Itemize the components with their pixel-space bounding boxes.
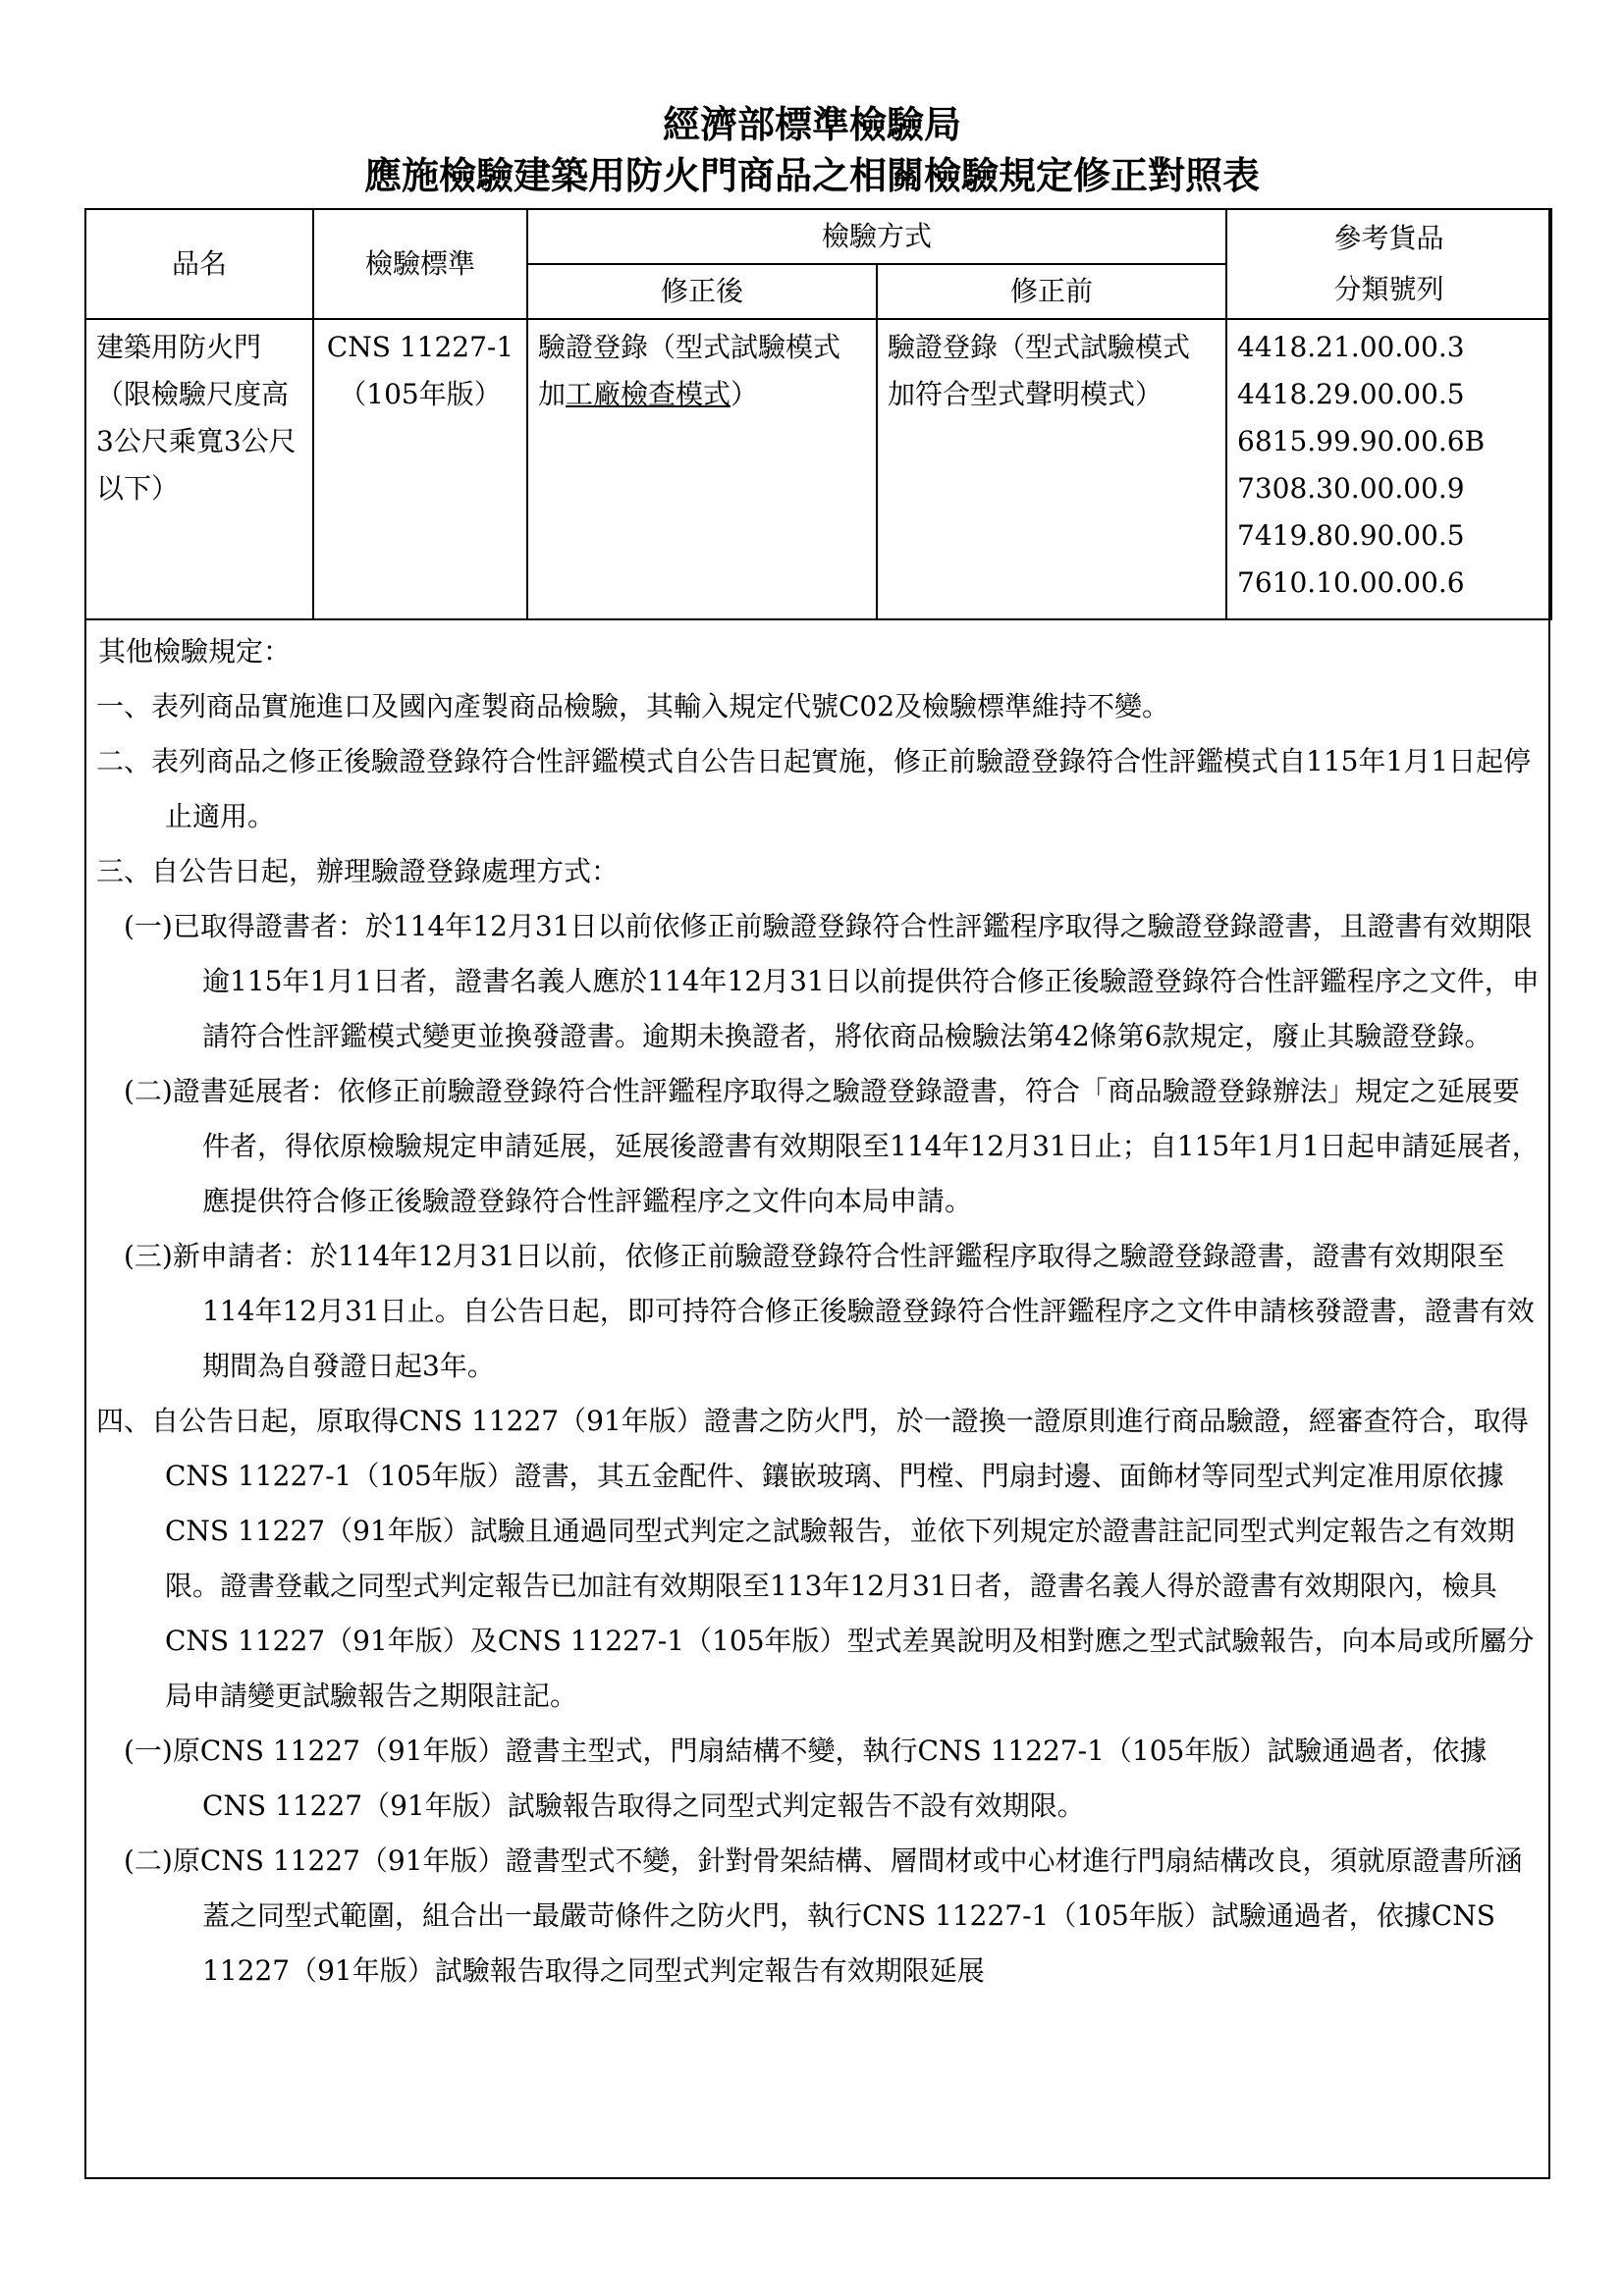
header-after: 修正後 — [527, 264, 877, 319]
method-after-underlined: 工廠檢查模式 — [566, 378, 731, 410]
cell-product-name: 建築用防火門（限檢驗尺度高3公尺乘寬3公尺以下） — [85, 319, 313, 619]
header-hs-line1: 參考貨品 — [1333, 222, 1444, 254]
regulation-table — [84, 208, 1552, 620]
rule-3-3: (三)新申請者：於114年12月31日以前，依修正前驗證登錄符合性評鑑程序取得之驗證登錄證書，證書有效期限至114年12月31日止。自公告日起，即可持符合修正後驗證登錄符合性評鑑程序之文件申請核發證書，證書有效期間為自發證日起3年。 — [124, 1240, 1535, 1382]
rule-4-1: (一)原CNS 11227（91年版）證書主型式，門扇結構不變，執行CNS 11227-1（105年版）試驗通過者，依據CNS 11227（91年版）試驗報告取得之同型式判定報告不設有效期限。 — [124, 1735, 1488, 1822]
rule-3-2: (二)證書延展者：依修正前驗證登錄符合性評鑑程序取得之驗證登錄證書，符合「商品驗證登錄辦法」規定之延展要件者，得依原檢驗規定申請延展，延展後證書有效期限至114年12月31日止；自115年1月1日起申請延展者，應提供符合修正後驗證登錄符合性評鑑程序之文件向本局申請。 — [124, 1075, 1540, 1217]
hs-code: 4418.21.00.00.3 — [1237, 331, 1465, 363]
rules-heading: 其他檢驗規定： — [98, 635, 292, 667]
hs-code: 7419.80.90.00.5 — [1237, 519, 1465, 552]
header-method: 檢驗方式 — [527, 209, 1226, 264]
header-before: 修正前 — [877, 264, 1226, 319]
hs-code: 7308.30.00.00.9 — [1237, 472, 1465, 505]
rule-4: 四、自公告日起，原取得CNS 11227（91年版）證書之防火門，於一證換一證原則進行商品驗證，經審查符合，取得CNS 11227-1（105年版）證書，其五金配件、鑲嵌玻璃、門樘、門扇封邊、面飾材等同型式判定准用原依據CNS 11227（91年版）試驗且通過同型式判定之試驗報告，並依下列規定於證書註記同型式判定報告之有效期限。證書登載之同型式判定報告已加註有效期限至113年12月31日者，證書名義人得於證書有效期限內，檢具CNS 11227（91年版）及CNS 11227-1（105年版）型式差異說明及相對應之型式試驗報告，向本局或所屬分局申請變更試驗報告之期限註記。 — [96, 1405, 1535, 1712]
rule-2: 二、表列商品之修正後驗證登錄符合性評鑑模式自公告日起實施，修正前驗證登錄符合性評鑑模式自115年1月1日起停止適用。 — [96, 745, 1532, 832]
header-standard: 檢驗標準 — [313, 209, 527, 319]
table-row — [85, 319, 1551, 619]
hs-code: 4418.29.00.00.5 — [1237, 378, 1465, 410]
cell-method-after — [527, 319, 877, 619]
rule-1: 一、表列商品實施進口及國內產製商品檢驗，其輸入規定代號C02及檢驗標準維持不變。 — [96, 690, 1170, 722]
document-title: 經濟部標準檢驗局 — [662, 102, 961, 146]
rule-3-1: (一)已取得證書者：於114年12月31日以前依修正前驗證登錄符合性評鑑程序取得之驗證登錄證書，且證書有效期限逾115年1月1日者，證書名義人應於114年12月31日以前提供符合修正後驗證登錄符合性評鑑程序之文件，申請符合性評鑑模式變更並換發證書。逾期未換證者，將依商品檢驗法第42條第6款規定，廢止其驗證登錄。 — [124, 910, 1540, 1052]
cell-standard: CNS 11227-1（105年版） — [313, 319, 527, 619]
other-rules-section — [94, 624, 1540, 1999]
header-hs-code — [1226, 209, 1551, 319]
cell-method-before: 驗證登錄（型式試驗模式加符合型式聲明模式） — [877, 319, 1226, 619]
header-hs-line2: 分類號列 — [1333, 273, 1444, 305]
rule-4-2: (二)原CNS 11227（91年版）證書型式不變，針對骨架結構、層間材或中心材進行門扇結構改良，須就原證書所涵蓋之同型式範圍，組合出一最嚴苛條件之防火門，執行CNS 11227-1（105年版）試驗通過者，依據CNS 11227（91年版）試驗報告取得之同型式判定報告有效期限延展 — [124, 1844, 1523, 1987]
header-name: 品名 — [85, 209, 313, 319]
hs-code: 7610.10.00.00.6 — [1237, 566, 1465, 599]
document-subtitle: 應施檢驗建築用防火門商品之相關檢驗規定修正對照表 — [363, 153, 1260, 197]
rule-3: 三、自公告日起，辦理驗證登錄處理方式： — [96, 855, 620, 887]
method-after-suffix: ） — [731, 378, 759, 410]
hs-code: 6815.99.90.00.6B — [1237, 425, 1486, 457]
method-after-prefix: 驗證登錄（型式試驗模式加 — [538, 331, 841, 410]
cell-hs-codes — [1226, 319, 1551, 619]
table-header-row — [85, 209, 1551, 264]
